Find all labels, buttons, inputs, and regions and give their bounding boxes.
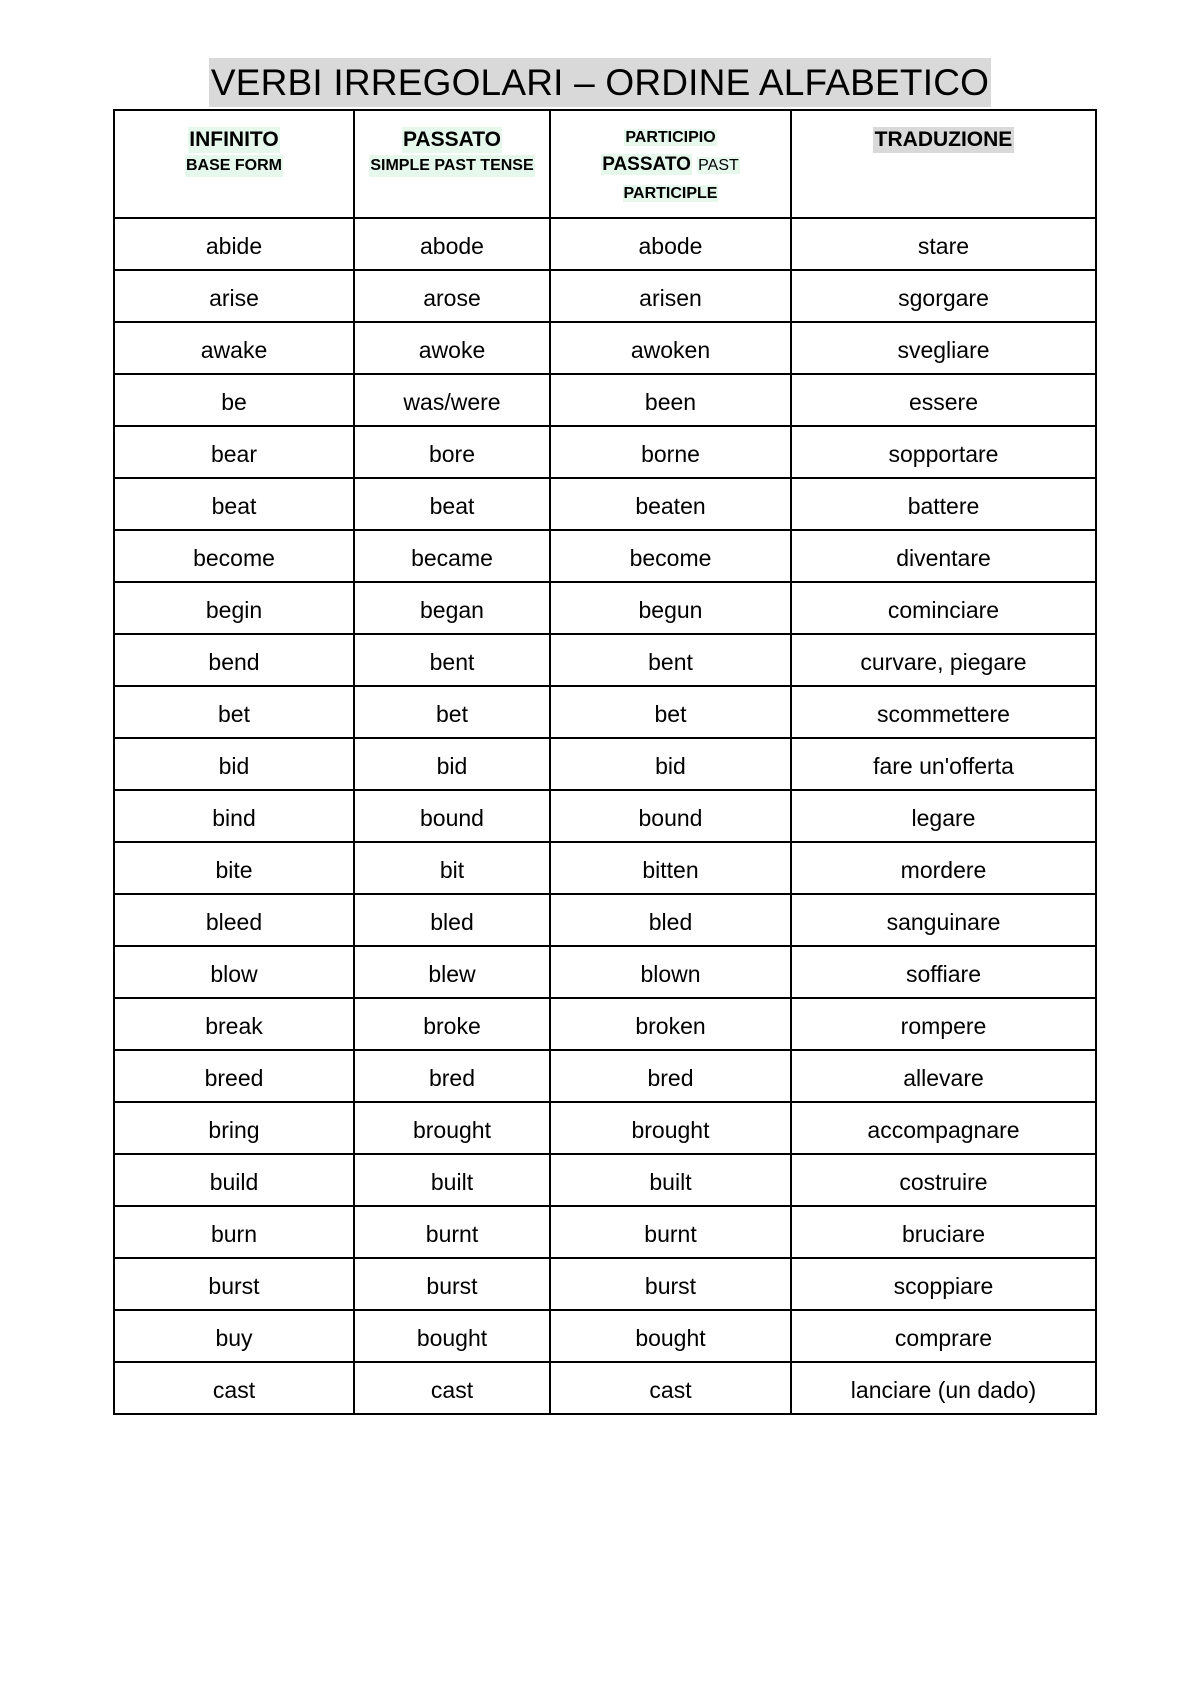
cell-base-form: arise — [114, 270, 354, 322]
table-row — [114, 582, 1096, 634]
cell-translation: essere — [791, 374, 1096, 426]
cell-base-form: burst — [114, 1258, 354, 1310]
cell-translation: scoppiare — [791, 1258, 1096, 1310]
cell-base-form: burn — [114, 1206, 354, 1258]
table-row — [114, 270, 1096, 322]
cell-past-participle: bitten — [550, 842, 791, 894]
cell-base-form: beat — [114, 478, 354, 530]
cell-translation: lanciare (un dado) — [791, 1362, 1096, 1414]
cell-translation: soffiare — [791, 946, 1096, 998]
cell-base-form: bet — [114, 686, 354, 738]
cell-translation: accompagnare — [791, 1102, 1096, 1154]
table-row — [114, 478, 1096, 530]
table-row — [114, 1362, 1096, 1414]
header-traduzione — [791, 110, 1096, 218]
table-row — [114, 530, 1096, 582]
cell-past-participle: blown — [550, 946, 791, 998]
title-wrap — [0, 58, 1200, 107]
cell-translation: cominciare — [791, 582, 1096, 634]
table-row — [114, 1258, 1096, 1310]
cell-past-participle: bent — [550, 634, 791, 686]
table-row — [114, 1050, 1096, 1102]
header-participio-label — [551, 123, 790, 207]
table-row — [114, 1310, 1096, 1362]
cell-translation: legare — [791, 790, 1096, 842]
header-infinito — [114, 110, 354, 218]
cell-base-form: bite — [114, 842, 354, 894]
cell-past-participle: abode — [550, 218, 791, 270]
table-body — [114, 218, 1096, 1414]
cell-past-participle: brought — [550, 1102, 791, 1154]
cell-base-form: bleed — [114, 894, 354, 946]
table-row — [114, 842, 1096, 894]
cell-base-form: abide — [114, 218, 354, 270]
cell-translation: costruire — [791, 1154, 1096, 1206]
cell-translation: bruciare — [791, 1206, 1096, 1258]
cell-simple-past: was/were — [354, 374, 550, 426]
cell-base-form: cast — [114, 1362, 354, 1414]
cell-past-participle: bought — [550, 1310, 791, 1362]
table-row — [114, 998, 1096, 1050]
table-row — [114, 322, 1096, 374]
cell-base-form: breed — [114, 1050, 354, 1102]
cell-translation: comprare — [791, 1310, 1096, 1362]
header-participio — [550, 110, 791, 218]
cell-past-participle: bound — [550, 790, 791, 842]
cell-simple-past: brought — [354, 1102, 550, 1154]
table-row — [114, 1154, 1096, 1206]
cell-translation: curvare, piegare — [791, 634, 1096, 686]
cell-simple-past: awoke — [354, 322, 550, 374]
cell-base-form: bind — [114, 790, 354, 842]
table-header-row — [114, 110, 1096, 218]
cell-translation: allevare — [791, 1050, 1096, 1102]
table-row — [114, 894, 1096, 946]
cell-translation: diventare — [791, 530, 1096, 582]
cell-base-form: build — [114, 1154, 354, 1206]
table-row — [114, 374, 1096, 426]
cell-base-form: bend — [114, 634, 354, 686]
cell-past-participle: bid — [550, 738, 791, 790]
cell-base-form: bring — [114, 1102, 354, 1154]
cell-base-form: blow — [114, 946, 354, 998]
cell-simple-past: burnt — [354, 1206, 550, 1258]
cell-past-participle: built — [550, 1154, 791, 1206]
cell-simple-past: broke — [354, 998, 550, 1050]
cell-past-participle: become — [550, 530, 791, 582]
cell-simple-past: bred — [354, 1050, 550, 1102]
table-row — [114, 790, 1096, 842]
cell-translation: svegliare — [791, 322, 1096, 374]
cell-base-form: begin — [114, 582, 354, 634]
cell-simple-past: bled — [354, 894, 550, 946]
header-passato — [354, 110, 550, 218]
table-row — [114, 218, 1096, 270]
cell-simple-past: bent — [354, 634, 550, 686]
cell-translation: mordere — [791, 842, 1096, 894]
cell-simple-past: beat — [354, 478, 550, 530]
cell-translation: sgorgare — [791, 270, 1096, 322]
cell-simple-past: bore — [354, 426, 550, 478]
header-passato-sub: SIMPLE PAST TENSE — [369, 155, 534, 177]
cell-base-form: bear — [114, 426, 354, 478]
cell-past-participle: bet — [550, 686, 791, 738]
cell-base-form: become — [114, 530, 354, 582]
cell-translation: sanguinare — [791, 894, 1096, 946]
cell-simple-past: bid — [354, 738, 550, 790]
table-row — [114, 1102, 1096, 1154]
cell-simple-past: built — [354, 1154, 550, 1206]
irregular-verbs-table — [113, 109, 1097, 1415]
cell-past-participle: arisen — [550, 270, 791, 322]
table-row — [114, 426, 1096, 478]
header-participio-line1: PARTICIPIO — [625, 129, 716, 146]
table-row — [114, 738, 1096, 790]
cell-translation: fare un'offerta — [791, 738, 1096, 790]
cell-past-participle: burst — [550, 1258, 791, 1310]
cell-base-form: buy — [114, 1310, 354, 1362]
cell-simple-past: began — [354, 582, 550, 634]
table-row — [114, 946, 1096, 998]
cell-past-participle: bred — [550, 1050, 791, 1102]
cell-simple-past: bit — [354, 842, 550, 894]
cell-past-participle: begun — [550, 582, 791, 634]
cell-past-participle: cast — [550, 1362, 791, 1414]
cell-simple-past: bound — [354, 790, 550, 842]
cell-translation: battere — [791, 478, 1096, 530]
cell-base-form: awake — [114, 322, 354, 374]
cell-translation: sopportare — [791, 426, 1096, 478]
cell-simple-past: burst — [354, 1258, 550, 1310]
cell-translation: rompere — [791, 998, 1096, 1050]
cell-simple-past: blew — [354, 946, 550, 998]
cell-past-participle: bled — [550, 894, 791, 946]
cell-translation: stare — [791, 218, 1096, 270]
header-infinito-label: INFINITO — [189, 128, 279, 151]
header-participio-line2: PASSATO — [602, 154, 691, 175]
cell-translation: scommettere — [791, 686, 1096, 738]
cell-simple-past: abode — [354, 218, 550, 270]
cell-past-participle: beaten — [550, 478, 791, 530]
cell-past-participle: been — [550, 374, 791, 426]
table-row — [114, 634, 1096, 686]
table-row — [114, 686, 1096, 738]
cell-simple-past: cast — [354, 1362, 550, 1414]
table-row — [114, 1206, 1096, 1258]
page-title: VERBI IRREGOLARI – ORDINE ALFABETICO — [209, 58, 991, 107]
cell-simple-past: became — [354, 530, 550, 582]
cell-base-form: be — [114, 374, 354, 426]
header-infinito-sub: BASE FORM — [185, 155, 283, 177]
cell-past-participle: awoken — [550, 322, 791, 374]
cell-simple-past: bet — [354, 686, 550, 738]
header-participio-sub1: PAST — [698, 157, 739, 174]
header-traduzione-label: TRADUZIONE — [874, 128, 1013, 151]
cell-past-participle: burnt — [550, 1206, 791, 1258]
cell-past-participle: broken — [550, 998, 791, 1050]
header-passato-label: PASSATO — [402, 128, 502, 151]
cell-past-participle: borne — [550, 426, 791, 478]
cell-simple-past: bought — [354, 1310, 550, 1362]
cell-base-form: bid — [114, 738, 354, 790]
cell-base-form: break — [114, 998, 354, 1050]
header-participio-sub2: PARTICIPLE — [623, 185, 718, 202]
cell-simple-past: arose — [354, 270, 550, 322]
